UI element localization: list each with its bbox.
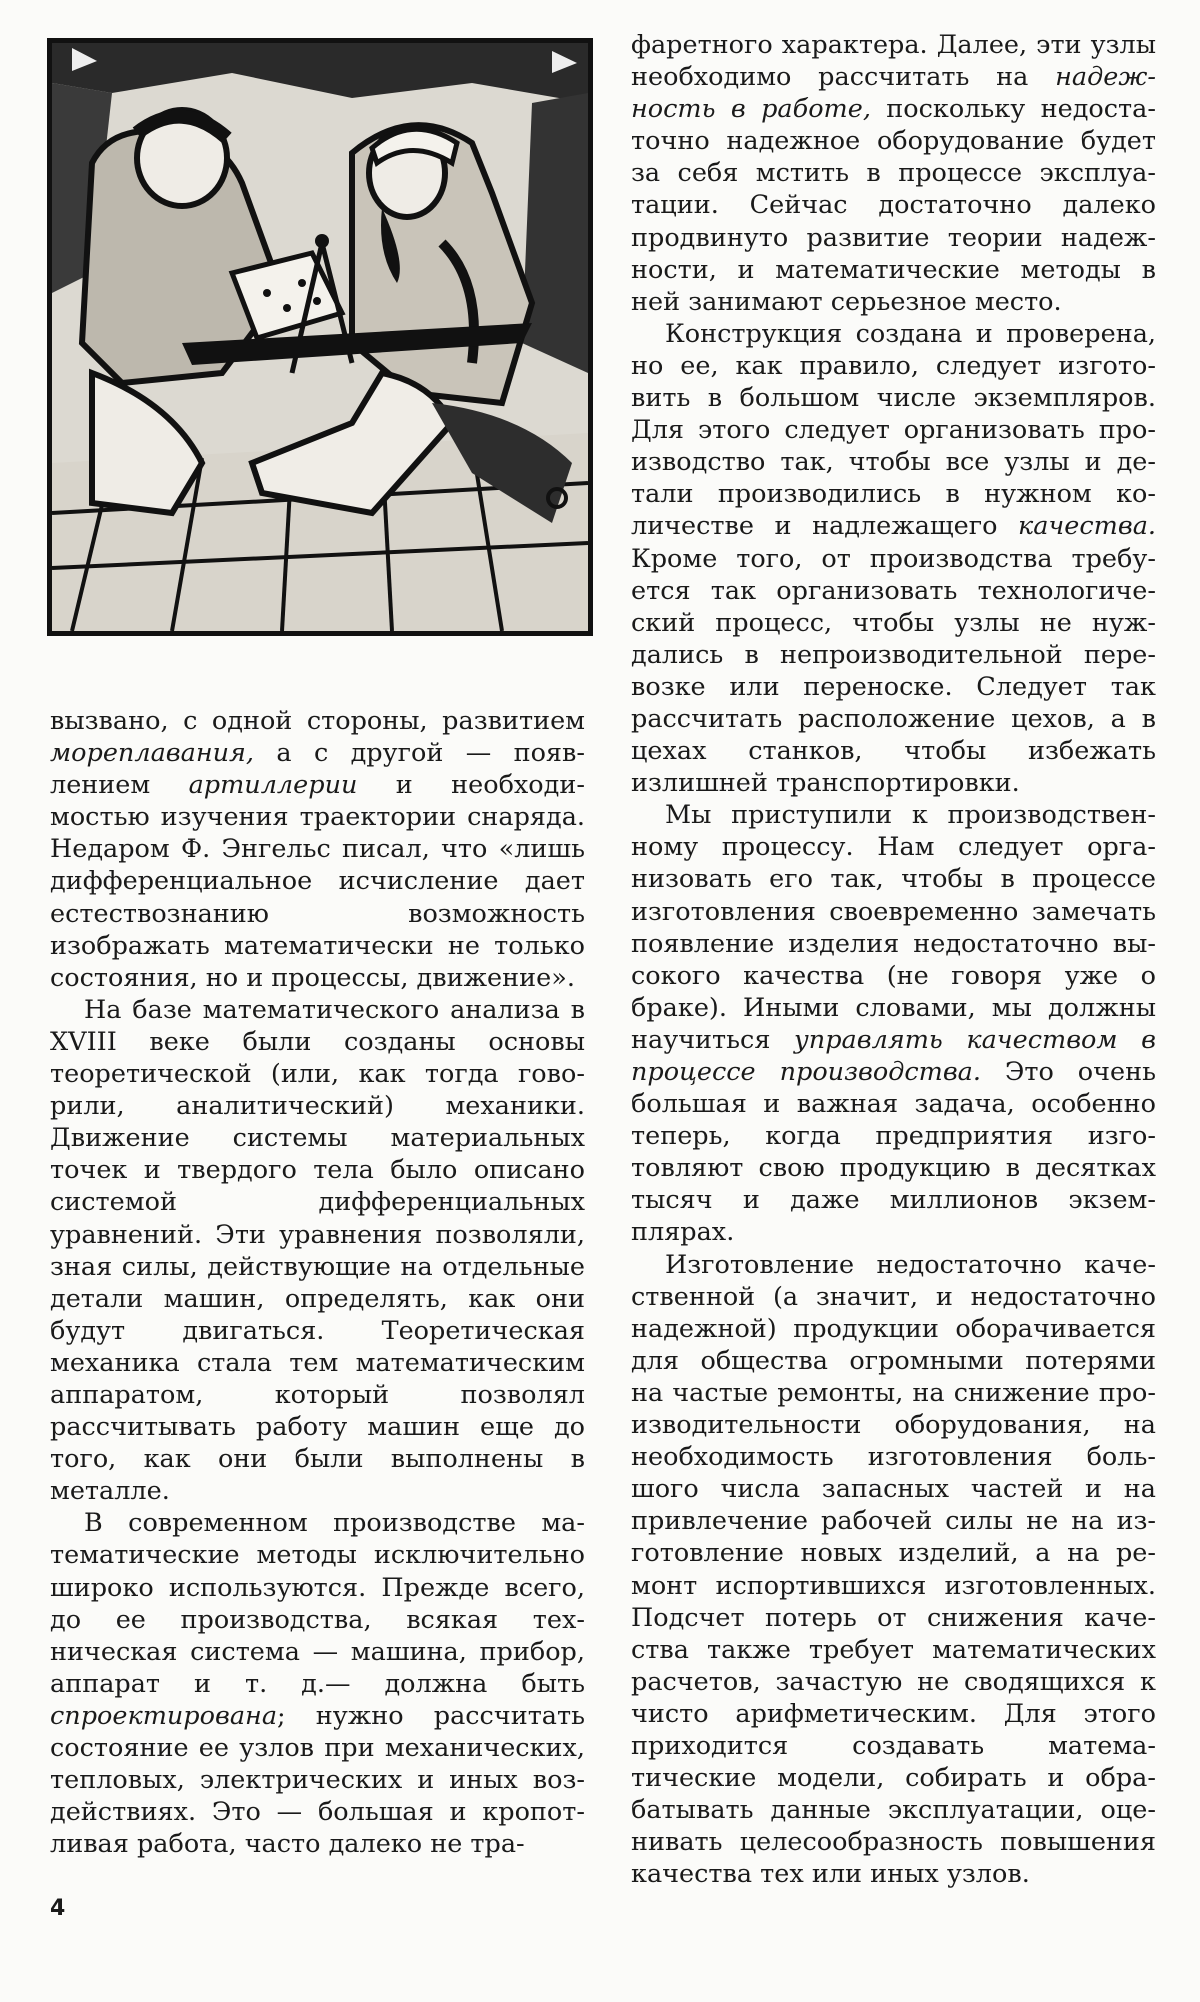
paragraph: Изготовление недостаточно качественной (а значит, и недостаточно надежной) продукции оборачивается для общества огромными потерями на частые ремонты, на снижение производительности оборудования, на необходимость изготовления большого числа запасных частей и на привлечение рабочей силы не на изготовление новых изделий, а на ремонт испортившихся изготовленных. Подсчет потерь от снижения качества также требует математических расчетов, зачастую не сводящихся к чисто арифметическим. Для этого приходится создавать математические модели, собирать и обрабатывать данные эксплуатации, оценивать целесообразность повышения качества тех или иных узлов. [631,1249,1156,1890]
paragraph: вызвано, с одной стороны, развитием мореплавания, а с другой — появлением артиллерии и необходимостью изучения траектории снаряда. Недаром Ф. Энгельс писал, что «лишь дифференциальное исчисление дает естествознанию возможность изображать математически не только состояния, но и процессы, движение». [50,706,585,993]
page-number: 4 [50,1896,66,1921]
paragraph: В современном производстве математические методы исключительно широко используются. Прежде всего, до ее производства, всякая техническая система — машина, прибор, аппарат и т. д.— должна быть спроектирована; нужно рассчитать состояние ее узлов при механических, тепловых, электрических и иных воздействиях. Это — большая и кропотливая работа, часто далеко не тра- [50,1508,585,1860]
left-column [50,705,585,1860]
paragraph: Мы приступили к производственному процессу. Нам следует организовать его так, чтобы в процессе изготовления своевременно замечать появление изделия недостаточно высокого качества (не говоря уже о браке). Иными словами, мы должны научиться управлять качеством в процессе производства. Это очень большая и важная задача, особенно теперь, когда предприятия изготовляют свою продукцию в десятках тысяч и даже миллионов экземплярах. [631,800,1156,1248]
paragraph: Конструкция создана и проверена, но ее, как правило, следует изготовить в большом числе экземпляров. Для этого следует организовать производство так, чтобы все узлы и детали производились в нужном количестве и надлежащего качества. Кроме того, от производства требуется так организовать технологический процесс, чтобы узлы не нуждались в непроизводительной перевозке или переноске. Следует так рассчитать расположение цехов, а в цехах станков, чтобы избежать излишней транспортировки. [631,318,1156,799]
woodcut-image [52,43,588,631]
paragraph: На базе математического анализа в XVIII веке были созданы основы теоретической (или, как тогда говорили, аналитический) механики. Движение системы материальных точек и твердого тела было описано системой дифференциальных уравнений. Эти уравнения позволяли, зная силы, действующие на отдельные детали машин, определять, как они будут двигаться. Теоретическая механика стала тем математическим аппаратом, который позволял рассчитывать работу машин еще до того, как они были выполнены в металле. [50,994,585,1507]
right-column [631,29,1156,1890]
woodcut-illustration [47,38,593,636]
paragraph: фаретного характера. Далее, эти узлы необходимо рассчитать на надежность в работе, поскольку недостаточно надежное оборудование будет за себя мстить в процессе эксплуатации. Сейчас достаточно далеко продвинуто развитие теории надежности, и математические методы в ней занимают серьезное место. [631,30,1156,317]
